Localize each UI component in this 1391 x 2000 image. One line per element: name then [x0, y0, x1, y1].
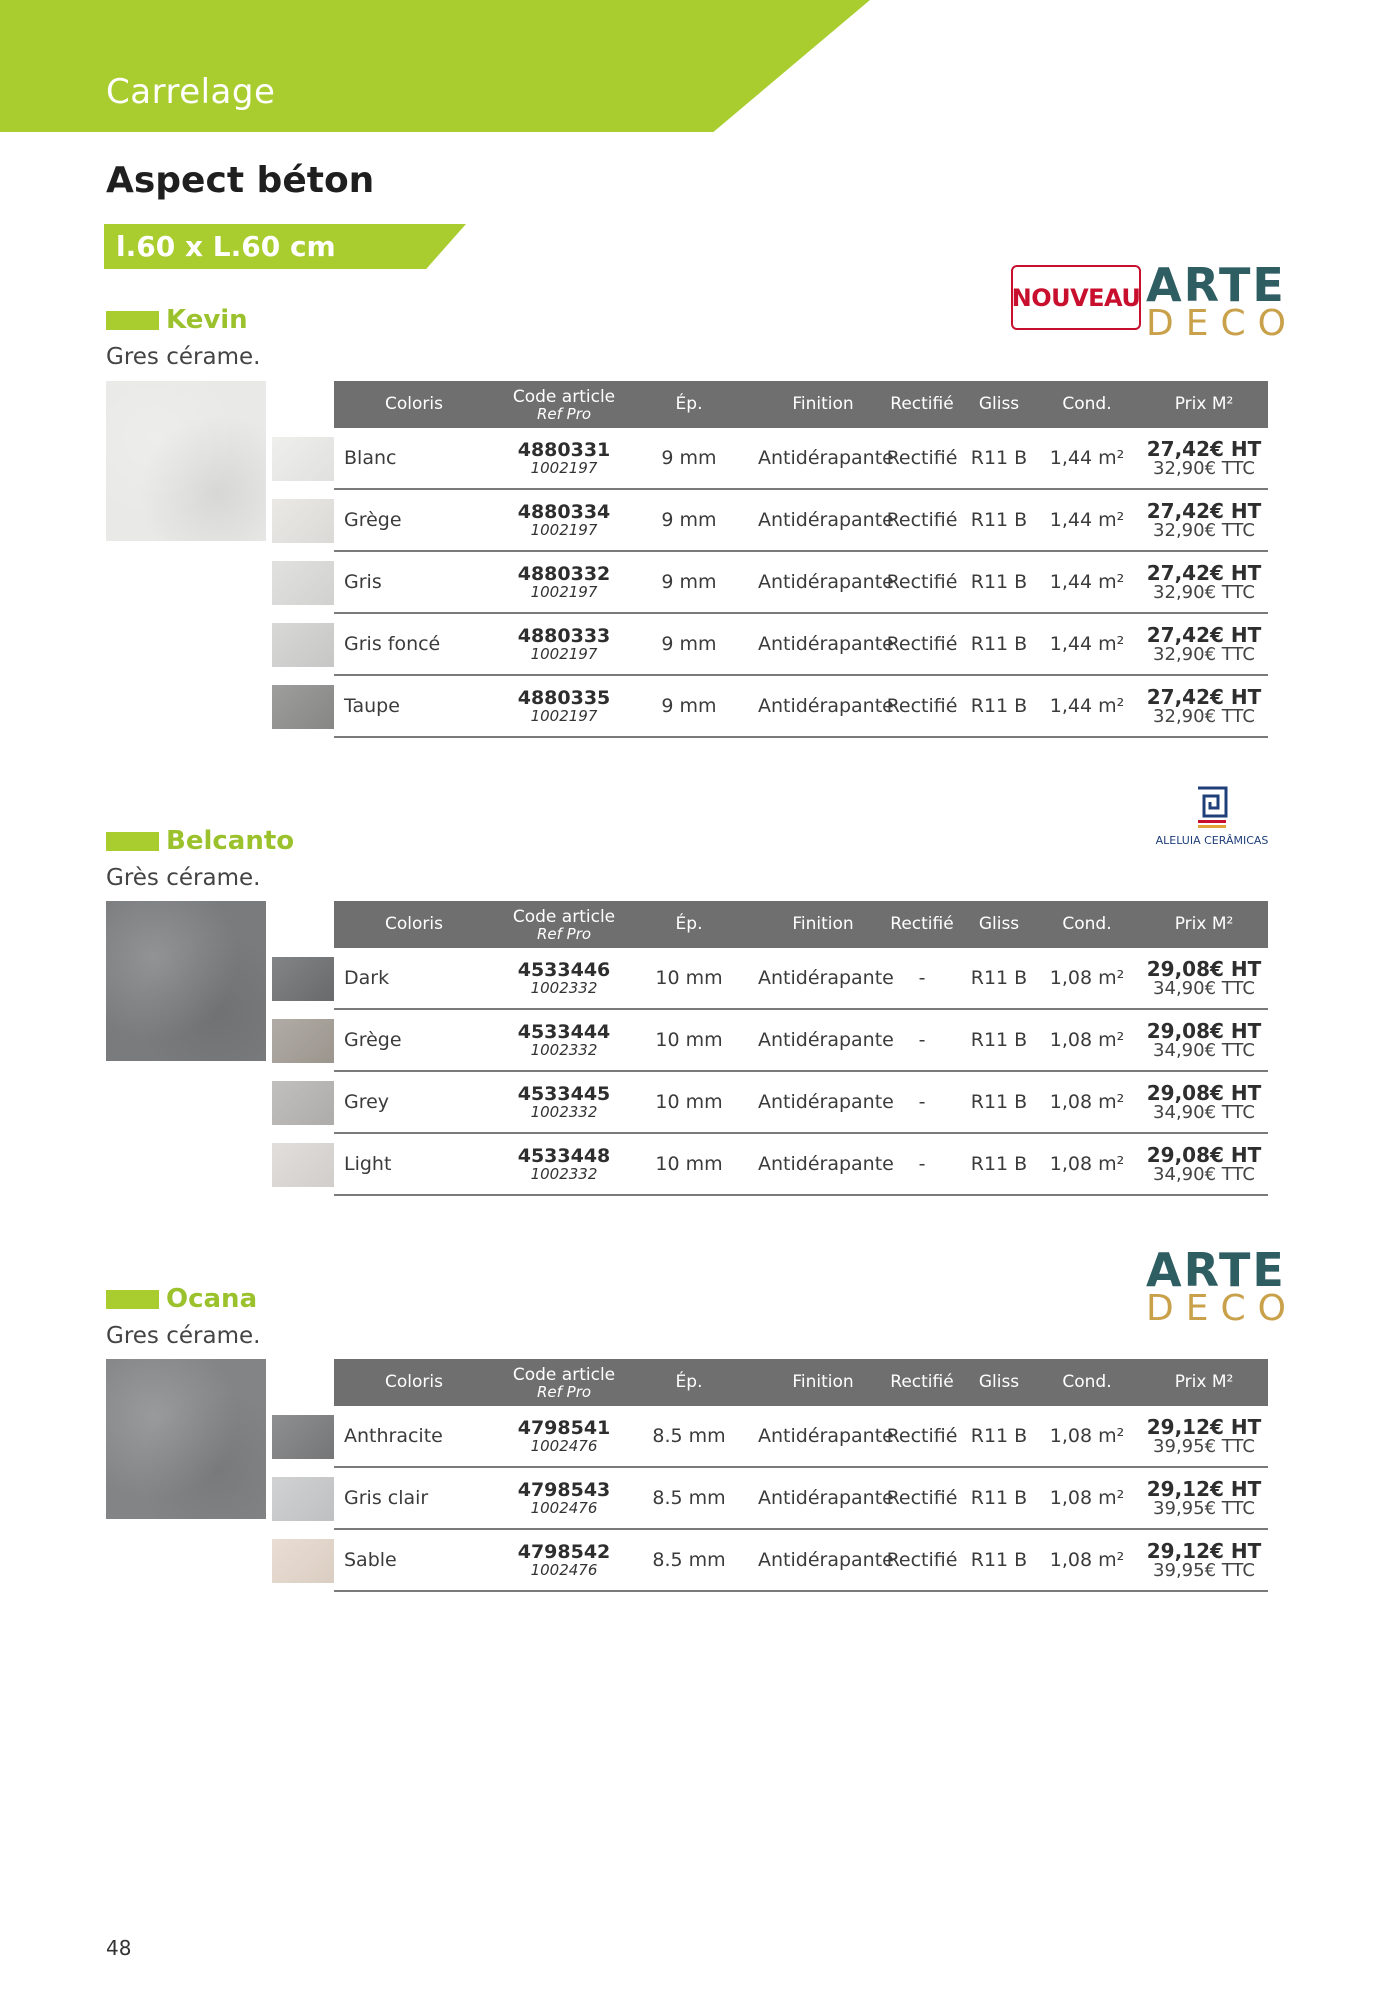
color-swatch	[272, 1539, 334, 1583]
col-prix	[1144, 381, 1264, 428]
cond-cell: 1,44 m²	[1049, 571, 1125, 593]
col-rectifie	[882, 381, 962, 428]
epaisseur-cell: 8.5 mm	[652, 1425, 726, 1447]
price-ht: 29,12€ HT	[1146, 1476, 1262, 1501]
price-ttc: 34,90€ TTC	[1153, 977, 1255, 999]
color-swatch	[272, 623, 334, 667]
article-code: 4880335	[517, 687, 611, 709]
rectifie-cell: Rectifié	[886, 1425, 958, 1447]
epaisseur-cell: 10 mm	[655, 967, 723, 989]
price-ttc: 32,90€ TTC	[1153, 581, 1255, 603]
code-cell	[484, 1134, 644, 1194]
coloris-cell: Gris foncé	[344, 633, 441, 655]
ref-pro: 1002197	[530, 521, 598, 539]
section-description: Grès cérame.	[106, 865, 261, 891]
finition-cell: Antidérapante	[758, 447, 894, 469]
ref-pro: 1002476	[530, 1437, 598, 1455]
col-prix-label: Prix M²	[1174, 1372, 1234, 1392]
col-epaisseur-label: Ép.	[675, 1372, 703, 1392]
coloris-cell: Gris	[344, 571, 382, 593]
table-header	[334, 1359, 1268, 1406]
col-gliss-label: Gliss	[978, 394, 1020, 414]
code-cell	[484, 490, 644, 550]
col-code-article-label: Code article	[512, 906, 616, 927]
price-ttc: 34,90€ TTC	[1153, 1039, 1255, 1061]
col-rectifie-label: Rectifié	[890, 914, 954, 934]
color-swatch	[272, 1081, 334, 1125]
code-cell	[484, 552, 644, 612]
gliss-cell: R11 B	[970, 509, 1028, 531]
col-prix	[1144, 901, 1264, 948]
gliss-cell: R11 B	[970, 695, 1028, 717]
col-rectifie	[882, 1359, 962, 1406]
section-description: Gres cérame.	[106, 1323, 261, 1349]
gliss-cell: R11 B	[970, 1029, 1028, 1051]
finition-cell: Antidérapante	[758, 1153, 894, 1175]
cond-cell: 1,44 m²	[1049, 509, 1125, 531]
price-ht: 27,42€ HT	[1146, 436, 1262, 461]
price-cell	[1144, 676, 1264, 736]
finition-cell: Antidérapante	[758, 1091, 894, 1113]
col-prix-label: Prix M²	[1174, 914, 1234, 934]
gliss-cell: R11 B	[970, 967, 1028, 989]
code-cell	[484, 1406, 644, 1466]
article-code: 4798543	[517, 1479, 611, 1501]
price-cell	[1144, 1468, 1264, 1528]
col-finition-label: Finition	[792, 1372, 854, 1392]
arte-logo-line2: DECO	[1146, 303, 1298, 344]
col-code-article-sublabel: Ref Pro	[536, 404, 592, 423]
arte-logo-line2: DECO	[1146, 1288, 1298, 1329]
finition-cell: Antidérapante	[758, 1029, 894, 1051]
section-description: Gres cérame.	[106, 344, 261, 370]
price-ht: 27,42€ HT	[1146, 560, 1262, 585]
article-code: 4880333	[517, 625, 611, 647]
finition-cell: Antidérapante	[758, 695, 894, 717]
epaisseur-cell: 9 mm	[661, 695, 717, 717]
col-prix-label: Prix M²	[1174, 394, 1234, 414]
coloris-cell: Light	[344, 1153, 392, 1175]
table-header	[334, 381, 1268, 428]
price-ht: 29,08€ HT	[1146, 956, 1262, 981]
price-ht: 27,42€ HT	[1146, 684, 1262, 709]
price-cell	[1144, 1010, 1264, 1070]
ref-pro: 1002197	[530, 707, 598, 725]
rectifie-cell: Rectifié	[886, 509, 958, 531]
price-ttc: 39,95€ TTC	[1153, 1497, 1255, 1519]
coloris-cell: Blanc	[344, 447, 397, 469]
aleluia-mark-icon	[1196, 786, 1228, 830]
code-cell	[484, 1468, 644, 1528]
col-finition	[758, 381, 888, 428]
coloris-cell: Sable	[344, 1549, 397, 1571]
ref-pro: 1002476	[530, 1561, 598, 1579]
gliss-cell: R11 B	[970, 1425, 1028, 1447]
col-coloris-label: Coloris	[385, 394, 443, 414]
color-swatch	[272, 1143, 334, 1187]
col-coloris-label: Coloris	[385, 1372, 443, 1392]
cond-cell: 1,08 m²	[1049, 1029, 1125, 1051]
color-swatch	[272, 499, 334, 543]
article-code: 4798541	[517, 1417, 611, 1439]
col-cond	[1042, 1359, 1132, 1406]
article-code: 4798542	[517, 1541, 611, 1563]
epaisseur-cell: 9 mm	[661, 571, 717, 593]
epaisseur-cell: 9 mm	[661, 509, 717, 531]
finition-cell: Antidérapante	[758, 509, 894, 531]
price-ht: 27,42€ HT	[1146, 622, 1262, 647]
price-ttc: 34,90€ TTC	[1153, 1163, 1255, 1185]
price-cell	[1144, 490, 1264, 550]
price-ht: 27,42€ HT	[1146, 498, 1262, 523]
cond-cell: 1,08 m²	[1049, 1425, 1125, 1447]
price-ttc: 32,90€ TTC	[1153, 519, 1255, 541]
color-swatch	[272, 1019, 334, 1063]
gliss-cell: R11 B	[970, 1487, 1028, 1509]
table-header	[334, 901, 1268, 948]
col-cond-label: Cond.	[1062, 394, 1112, 414]
aleluia-logo-text: ALELUIA CERÂMICAS	[1155, 834, 1269, 847]
category-banner	[0, 0, 870, 132]
col-epaisseur	[654, 381, 724, 428]
col-cond-label: Cond.	[1062, 1372, 1112, 1392]
col-code-article-label: Code article	[512, 1364, 616, 1385]
table-row	[334, 948, 1268, 1010]
coloris-cell: Anthracite	[344, 1425, 443, 1447]
tile-sample-image	[106, 1359, 266, 1519]
price-cell	[1144, 1530, 1264, 1590]
finition-cell: Antidérapante	[758, 1425, 894, 1447]
price-cell	[1144, 1406, 1264, 1466]
ref-pro: 1002332	[530, 1165, 598, 1183]
rectifie-cell: Rectifié	[886, 571, 958, 593]
price-ht: 29,12€ HT	[1146, 1414, 1262, 1439]
code-cell	[484, 1010, 644, 1070]
color-swatch	[272, 957, 334, 1001]
cond-cell: 1,08 m²	[1049, 1487, 1125, 1509]
code-cell	[484, 1530, 644, 1590]
arte-deco-logo-2	[1146, 1243, 1298, 1329]
price-ht: 29,08€ HT	[1146, 1080, 1262, 1105]
gliss-cell: R11 B	[970, 571, 1028, 593]
color-swatch	[272, 1415, 334, 1459]
article-code: 4880331	[517, 439, 611, 461]
col-rectifie	[882, 901, 962, 948]
section-marker	[106, 311, 159, 330]
dimension-label: l.60 x L.60 cm	[116, 230, 336, 263]
finition-cell: Antidérapante	[758, 1549, 894, 1571]
ref-pro: 1002332	[530, 1041, 598, 1059]
arte-deco-logo	[1146, 258, 1298, 344]
epaisseur-cell: 10 mm	[655, 1091, 723, 1113]
cond-cell: 1,08 m²	[1049, 967, 1125, 989]
code-cell	[484, 948, 644, 1008]
coloris-cell: Gris clair	[344, 1487, 429, 1509]
price-cell	[1144, 948, 1264, 1008]
section-name: Kevin	[166, 305, 248, 335]
ref-pro: 1002332	[530, 1103, 598, 1121]
section-marker	[106, 1290, 159, 1309]
price-ht: 29,08€ HT	[1146, 1142, 1262, 1167]
price-ht: 29,12€ HT	[1146, 1538, 1262, 1563]
section-name: Ocana	[166, 1284, 258, 1314]
cond-cell: 1,44 m²	[1049, 633, 1125, 655]
col-code-article	[484, 381, 644, 428]
col-coloris-label: Coloris	[385, 914, 443, 934]
table-row	[334, 1530, 1268, 1592]
col-cond-label: Cond.	[1062, 914, 1112, 934]
price-cell	[1144, 428, 1264, 488]
col-gliss	[964, 1359, 1034, 1406]
col-coloris	[344, 381, 484, 428]
price-cell	[1144, 552, 1264, 612]
code-cell	[484, 428, 644, 488]
rectifie-cell: -	[918, 967, 926, 989]
aleluia-logo	[1150, 786, 1274, 847]
finition-cell: Antidérapante	[758, 1487, 894, 1509]
col-prix	[1144, 1359, 1264, 1406]
category-title: Carrelage	[106, 72, 276, 112]
section-name: Belcanto	[166, 826, 295, 856]
col-gliss	[964, 901, 1034, 948]
ref-pro: 1002197	[530, 459, 598, 477]
col-coloris	[344, 1359, 484, 1406]
color-swatch	[272, 437, 334, 481]
epaisseur-cell: 10 mm	[655, 1153, 723, 1175]
rectifie-cell: -	[918, 1029, 926, 1051]
finition-cell: Antidérapante	[758, 571, 894, 593]
col-finition	[758, 901, 888, 948]
table-row	[334, 676, 1268, 738]
coloris-cell: Grey	[344, 1091, 390, 1113]
col-finition-label: Finition	[792, 394, 854, 414]
ref-pro: 1002476	[530, 1499, 598, 1517]
price-cell	[1144, 614, 1264, 674]
col-code-article-label: Code article	[512, 386, 616, 407]
finition-cell: Antidérapante	[758, 967, 894, 989]
tile-sample-image	[106, 901, 266, 1061]
col-cond	[1042, 381, 1132, 428]
gliss-cell: R11 B	[970, 633, 1028, 655]
gliss-cell: R11 B	[970, 447, 1028, 469]
epaisseur-cell: 8.5 mm	[652, 1487, 726, 1509]
coloris-cell: Grège	[344, 1029, 402, 1051]
arte-logo-line1: ARTE	[1146, 258, 1286, 312]
cond-cell: 1,44 m²	[1049, 447, 1125, 469]
page-title: Aspect béton	[106, 160, 375, 201]
rectifie-cell: Rectifié	[886, 695, 958, 717]
table-row	[334, 1406, 1268, 1468]
cond-cell: 1,08 m²	[1049, 1091, 1125, 1113]
col-rectifie-label: Rectifié	[890, 394, 954, 414]
code-cell	[484, 1072, 644, 1132]
price-ttc: 39,95€ TTC	[1153, 1435, 1255, 1457]
col-gliss-label: Gliss	[978, 1372, 1020, 1392]
color-swatch	[272, 1477, 334, 1521]
col-epaisseur	[654, 1359, 724, 1406]
price-ttc: 34,90€ TTC	[1153, 1101, 1255, 1123]
coloris-cell: Grège	[344, 509, 402, 531]
code-cell	[484, 676, 644, 736]
price-ttc: 39,95€ TTC	[1153, 1559, 1255, 1581]
article-code: 4880334	[517, 501, 611, 523]
coloris-cell: Taupe	[344, 695, 400, 717]
col-rectifie-label: Rectifié	[890, 1372, 954, 1392]
col-finition-label: Finition	[792, 914, 854, 934]
price-ht: 29,08€ HT	[1146, 1018, 1262, 1043]
col-code-article-sublabel: Ref Pro	[536, 1382, 592, 1401]
col-code-article	[484, 901, 644, 948]
code-cell	[484, 614, 644, 674]
article-code: 4533446	[517, 959, 611, 981]
table-row	[334, 1010, 1268, 1072]
epaisseur-cell: 9 mm	[661, 633, 717, 655]
table-row	[334, 614, 1268, 676]
ref-pro: 1002197	[530, 645, 598, 663]
gliss-cell: R11 B	[970, 1091, 1028, 1113]
col-code-article-sublabel: Ref Pro	[536, 924, 592, 943]
table-row	[334, 1134, 1268, 1196]
article-code: 4880332	[517, 563, 611, 585]
rectifie-cell: Rectifié	[886, 447, 958, 469]
table-row	[334, 1072, 1268, 1134]
rectifie-cell: Rectifié	[886, 1549, 958, 1571]
price-ttc: 32,90€ TTC	[1153, 705, 1255, 727]
gliss-cell: R11 B	[970, 1549, 1028, 1571]
price-ttc: 32,90€ TTC	[1153, 457, 1255, 479]
epaisseur-cell: 9 mm	[661, 447, 717, 469]
col-finition	[758, 1359, 888, 1406]
col-cond	[1042, 901, 1132, 948]
col-epaisseur-label: Ép.	[675, 914, 703, 934]
table-row	[334, 552, 1268, 614]
table-row	[334, 490, 1268, 552]
col-epaisseur	[654, 901, 724, 948]
ref-pro: 1002197	[530, 583, 598, 601]
article-code: 4533445	[517, 1083, 611, 1105]
epaisseur-cell: 8.5 mm	[652, 1549, 726, 1571]
price-cell	[1144, 1072, 1264, 1132]
article-code: 4533448	[517, 1145, 611, 1167]
nouveau-badge: NOUVEAU	[1011, 265, 1141, 330]
ref-pro: 1002332	[530, 979, 598, 997]
rectifie-cell: Rectifié	[886, 1487, 958, 1509]
cond-cell: 1,44 m²	[1049, 695, 1125, 717]
coloris-cell: Dark	[344, 967, 390, 989]
table-row	[334, 428, 1268, 490]
cond-cell: 1,08 m²	[1049, 1153, 1125, 1175]
col-code-article	[484, 1359, 644, 1406]
price-ttc: 32,90€ TTC	[1153, 643, 1255, 665]
rectifie-cell: -	[918, 1091, 926, 1113]
epaisseur-cell: 10 mm	[655, 1029, 723, 1051]
cond-cell: 1,08 m²	[1049, 1549, 1125, 1571]
gliss-cell: R11 B	[970, 1153, 1028, 1175]
col-coloris	[344, 901, 484, 948]
price-cell	[1144, 1134, 1264, 1194]
rectifie-cell: -	[918, 1153, 926, 1175]
section-marker	[106, 832, 159, 851]
finition-cell: Antidérapante	[758, 633, 894, 655]
article-code: 4533444	[517, 1021, 611, 1043]
col-gliss-label: Gliss	[978, 914, 1020, 934]
col-gliss	[964, 381, 1034, 428]
page-number: 48	[106, 1936, 132, 1960]
color-swatch	[272, 685, 334, 729]
color-swatch	[272, 561, 334, 605]
tile-sample-image	[106, 381, 266, 541]
col-epaisseur-label: Ép.	[675, 394, 703, 414]
table-row	[334, 1468, 1268, 1530]
arte-logo-line1: ARTE	[1146, 1243, 1286, 1297]
rectifie-cell: Rectifié	[886, 633, 958, 655]
